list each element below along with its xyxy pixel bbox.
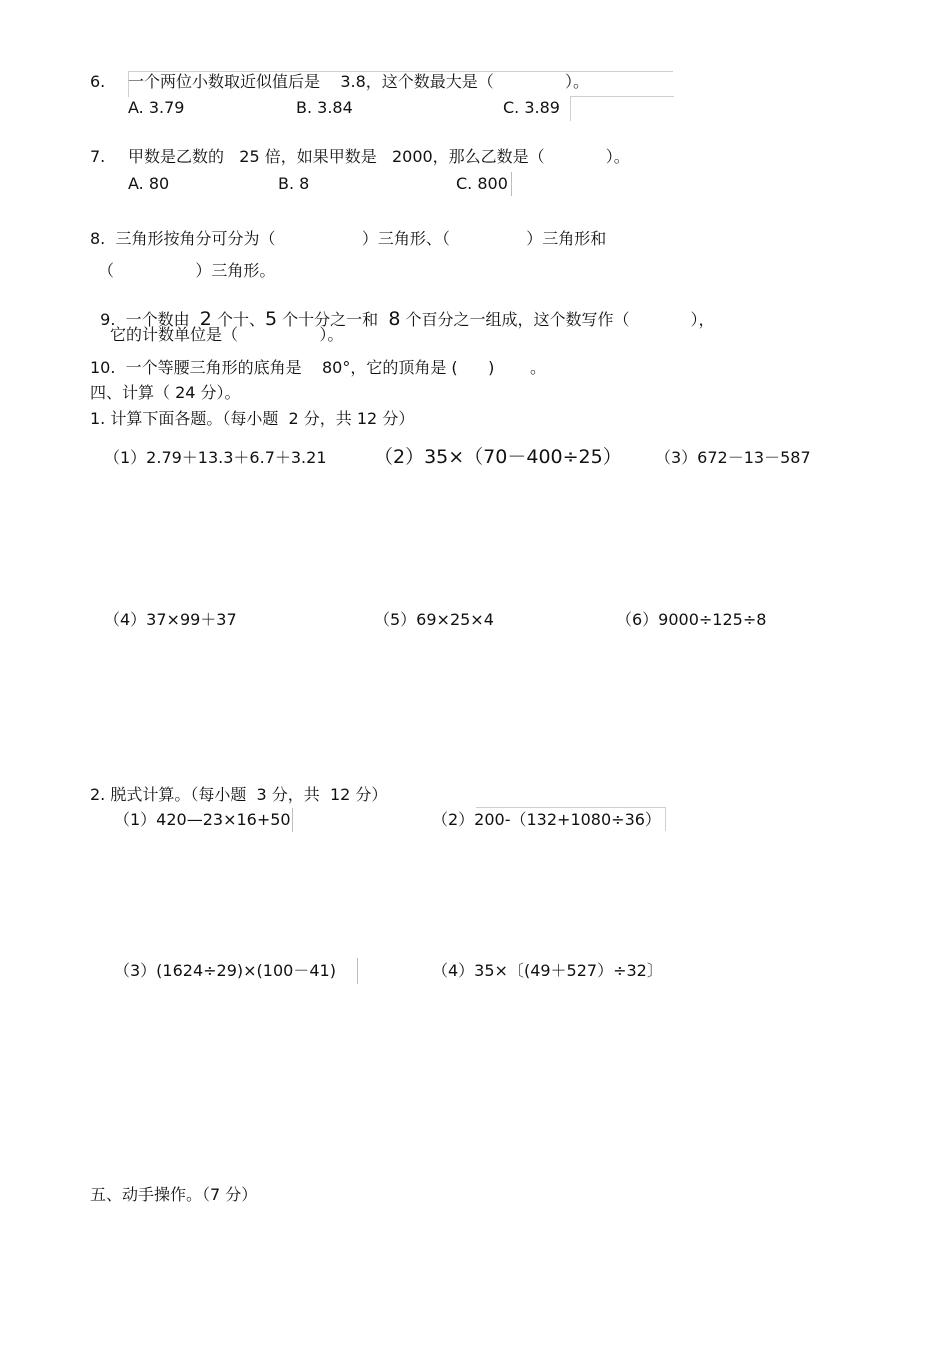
q9-line1-part-d: 个百分之一组成，这个数写作（ ）， (400, 310, 715, 329)
section5-title: 五、动手操作。（7 分） (90, 1185, 258, 1204)
q9-digit-tens: 2 (199, 308, 212, 330)
stepcalc-item-3: （3）(1624÷29)×(100－41) (114, 961, 336, 980)
stepcalc-item-2: （2）200-（132+1080÷36） (432, 810, 661, 829)
q7-text: 甲数是乙数的 25 倍，如果甲数是 2000，那么乙数是（ ）。 (128, 147, 630, 166)
q9-line1-part-c: 个十分之一和 (277, 310, 389, 329)
q9-line2: 它的计数单位是（ ）。 (110, 325, 344, 344)
q7-number: 7. (90, 147, 106, 166)
q8-line2: （ ）三角形。 (98, 261, 276, 280)
stepcalc-item-1-divider (292, 808, 293, 832)
q7-option-a: A. 80 (128, 174, 170, 193)
q6-option-c: C. 3.89 (503, 98, 560, 117)
stepcalc-item-4: （4）35×〔(49＋527）÷32〕 (432, 961, 663, 980)
q10-text: 10. 一个等腰三角形的底角是 80°，它的顶角是 ( ) 。 (90, 358, 547, 377)
q6-option-box-fragment (570, 96, 674, 121)
q6-text: 一个两位小数取近似值后是 3.8，这个数最大是（ ）。 (128, 72, 589, 91)
q9-digit-tenths: 5 (264, 308, 278, 330)
q7-option-c: C. 800 (456, 174, 508, 193)
q9-line1-part-b: 个十、 (211, 310, 265, 329)
calc-item-1: （1）2.79＋13.3＋6.7＋3.21 (104, 448, 327, 467)
calc-item-4: （4）37×99＋37 (104, 610, 237, 629)
stepcalc-item-3-divider (357, 958, 358, 984)
q9-line1 (90, 294, 715, 329)
calc-item-6: （6）9000÷125÷8 (616, 610, 767, 629)
stepcalc-item-1: （1）420—23×16+50 (114, 810, 291, 829)
q6-number: 6. (90, 72, 106, 91)
section4-title: 四、计算（ 24 分）。 (90, 383, 241, 402)
q9-line1-part-a: 9. 一个数由 (100, 310, 200, 329)
section4-part2-title: 2. 脱式计算。（每小题 3 分，共 12 分） (90, 785, 388, 804)
calc-item-3: （3）672－13－587 (655, 448, 811, 467)
q7-divider (511, 172, 512, 196)
calc-item-5: （5）69×25×4 (374, 610, 494, 629)
q7-option-b: B. 8 (278, 174, 310, 193)
q8-line1: 8. 三角形按角分可分为（ ）三角形、（ ）三角形和 (90, 229, 607, 248)
calc-item-2: （2）35×（70－400÷25） (374, 446, 622, 468)
section4-part1-title: 1. 计算下面各题。（每小题 2 分，共 12 分） (90, 409, 415, 428)
q6-option-b: B. 3.84 (296, 98, 353, 117)
q9-digit-hundredths: 8 (388, 308, 401, 330)
q6-option-a: A. 3.79 (128, 98, 185, 117)
